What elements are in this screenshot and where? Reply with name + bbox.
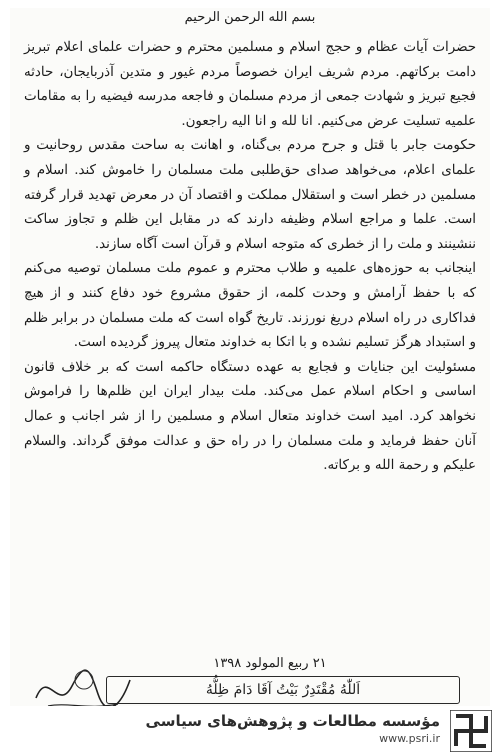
document-date: ۲۱ ربیع المولود ۱۳۹۸ <box>213 656 327 671</box>
institute-name: مؤسسه مطالعات و پژوهش‌های سیاسی <box>145 712 440 730</box>
psri-logo-icon <box>450 710 492 752</box>
body-paragraph: اینجانب به حوزه‌های علمیه و طلاب محترم و عموم ملت مسلمان توصیه می‌کنم که با حفظ آرامش و وحدت کلمه، از حقوق مشروع خود دفاع کنند و از هیچ فداکاری در راه اسلام دریغ نورزند. تاریخ گواه است که ملت مسلمان در برابر ظلم و استبداد هرگز تسلیم نشده و با اتکا به خداوند متعال پیروز گردیده است. <box>24 261 476 351</box>
body-paragraph: حضرات آیات عظام و حجج اسلام و مسلمین محترم و حضرات علمای اعلام تبریز دامت برکاتهم. مردم شریف ایران خصوصاً مردم غیور و متدین آذربایجان، حادثه فجیع تبریز و شهادت جمعی از مردم مسلمان و فاجعه مدرسه فیضیه را به مقامات علمیه تسلیت عرض می‌کنیم. انا لله و انا الیه راجعون. <box>24 40 476 129</box>
body-paragraph: حکومت جابر با قتل و جرح مردم بی‌گناه، و اهانت به ساحت مقدس روحانیت و علمای اعلام، می‌خواهد صدای حق‌طلبی ملت مسلمان را خاموش کند. اسلام و مسلمین در خطر است و استقلال مملکت و اقتصاد آن در معرض تهدید قرار گرفته است. علما و مراجع اسلام وظیفه دارند که در مقابل این ظلم و تجاوز ساکت ننشینند و ملت را از خطری که متوجه اسلام و قرآن است آگاه سازند. <box>24 138 476 252</box>
footer-text <box>120 712 440 745</box>
seal-stamp: اَللّٰهُ مُقْتَدِرٌ بَیْتُ آقَا دَامَ ظِلُّهُ <box>106 676 460 704</box>
document-body <box>24 36 476 479</box>
page-footer <box>0 706 500 756</box>
institute-url[interactable]: www.psri.ir <box>379 732 440 745</box>
body-paragraph: مسئولیت این جنایات و فجایع به عهده دستگاه حاکمه است که بر خلاف قانون اساسی و احکام اسلام عمل می‌کند. ملت بیدار ایران این ظلم‌ها را فراموش نخواهد کرد. امید است خداوند متعال اسلام و مسلمین را از شر اجانب و عمال آنان حفظ فرماید و ملت مسلمان را در راه حق و عدالت موفق گرداند. والسلام علیکم و رحمة الله و برکاته. <box>24 359 476 474</box>
document-header: بسم الله الرحمن الرحیم <box>184 10 316 25</box>
document-page <box>10 8 490 708</box>
